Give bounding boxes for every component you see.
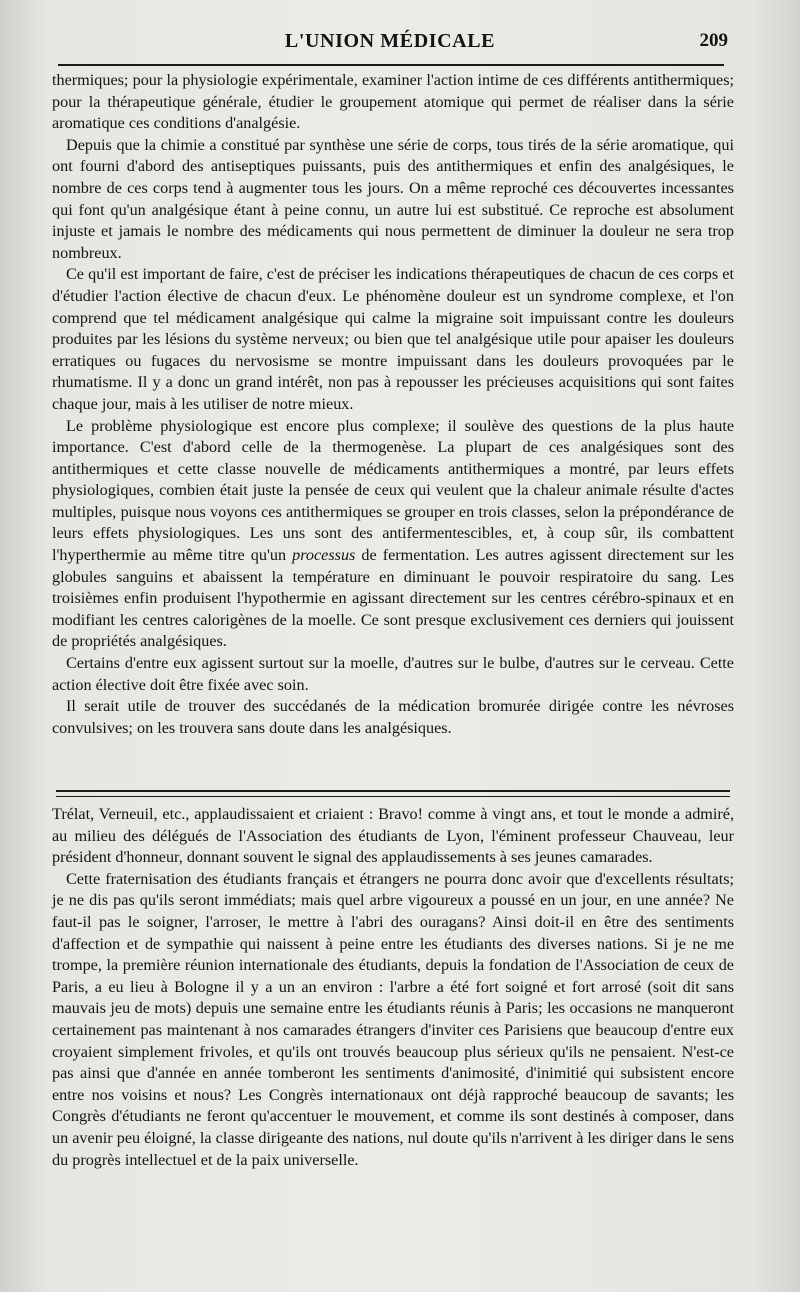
section-separator-rule bbox=[56, 790, 730, 797]
paragraph: Certains d'entre eux agissent surtout sur la moelle, d'autres sur le bulbe, d'autres sur le cerveau. Cette action élective doit être fixée avec soin. bbox=[52, 654, 734, 694]
paragraph-text: de fermentation. Les autres agissent directement sur les globules sanguins et abaissent la température en diminuant le pouvoir respiratoire du sang. Les troisièmes enfin produisent l'hypothermie en agissant directement sur les centres cérébro-spinaux et en modifiant les centres calorigènes de la moelle. Ce sont presque exclusivement ces derniers qui jouissent de propriétés analgésiques. bbox=[52, 546, 735, 651]
paragraph: Cette fraternisation des étudiants français et étrangers ne pourra donc avoir que d'excellents résultats; je ne dis pas qu'ils seront immédiats; mais quel arbre vigoureux a poussé en un jour, en une année? Ne faut-il pas le soigner, l'arroser, le mettre à l'abri des ouragans? Ainsi doit-il en être des sentiments d'affection et de sympathie qui naissent à peine entre les étudiants des diverses nations. Si je ne me trompe, la première réunion internationale des étudiants, depuis la fondation de l'Association de ceux de Paris, a eu lieu à Bologne il y a un an environ : l'arbre a été fort soigné et fort arrosé (soit dit sans mauvais jeu de mots) depuis une semaine entre les étudiants réunis à Paris; les occasions ne manqueront certainement pas maintenant à nos camarades étrangers d'inviter ces Parisiens que beaucoup d'entre eux croyaient simplement frivoles, et qu'ils ont trouvés beaucoup plus sérieux qu'ils ne pensaient. N'est-ce pas ainsi que d'année en année tomberont les sentiments d'animosité, d'inimitié qui subsistent encore entre nos voisins et nous? Les Congrès internationaux ont déjà rapproché beaucoup de savants; les Congrès d'étudiants ne feront qu'accentuer le mouvement, et comme ils sont destinés à composer, dans un avenir peu éloigné, la classe dirigeante des nations, nul doute qu'ils n'arrivent à les diriger dans le sens du progrès intellectuel et de la paix universelle. bbox=[52, 869, 734, 1169]
paragraph: Trélat, Verneuil, etc., applaudissaient et criaient : Bravo! comme à vingt ans, et tout le monde a admiré, au milieu des délégués de l'Association des étudiants de Lyon, l'éminent professeur Chauveau, leur président d'honneur, donnant souvent le signal des applaudissements à ses jeunes camarades. bbox=[52, 805, 734, 867]
page-header bbox=[52, 26, 728, 60]
paragraph: Il serait utile de trouver des succédanés de la médication bromurée dirigée contre les névroses convulsives; on les trouvera sans doute dans les analgésiques. bbox=[52, 697, 734, 737]
page-number: 209 bbox=[699, 30, 728, 51]
paragraph-text: Le problème physiologique est encore plus complexe; il soulève des questions de la plus haute importance. C'est d'abord celle de la thermogenèse. La plupart de ces analgésiques sont des antithermiques et cette classe nouvelle de médicaments antithermiques a montré, par leurs effets physiologiques, combien était juste la pensée de ceux qui veulent que la chaleur animale résulte d'actes multiples, puisque nous voyons ces antithermiques se grouper en trois classes, selon la prépondérance de leurs effets physiologiques. Les uns sont des antifermentescibles, et, à coup sûr, ils combattent l'hyperthermie au même titre qu'un bbox=[52, 416, 734, 565]
italic-term: processus bbox=[292, 546, 356, 565]
running-title: L'UNION MÉDICALE bbox=[284, 30, 496, 52]
header-rule bbox=[58, 64, 724, 66]
article-body-continuation bbox=[52, 70, 734, 739]
paragraph: Ce qu'il est important de faire, c'est de préciser les indications thérapeutiques de chacun de ces corps et d'étudier l'action élective de chacun d'eux. Le phénomène douleur est un syndrome complexe, et l'on comprend que tel médicament analgésique qui calme la migraine soit impuissant contre les douleurs produites par les lésions du système nerveux; ou bien que tel analgésique utile pour apaiser les douleurs erratiques ou fugaces du nervosisme se montre impuissant dans les douleurs provoquées par le rhumatisme. Il y a donc un grand intérêt, non pas à repousser les précieuses acquisitions qui sont faites chaque jour, mais à les utiliser de notre mieux. bbox=[52, 265, 734, 413]
feuilleton-text bbox=[52, 804, 734, 1171]
paragraph: Depuis que la chimie a constitué par synthèse une série de corps, tous tirés de la série aromatique, qui ont fourni d'abord des antiseptiques puissants, puis des antithermiques et enfin des analgésiques, le nombre de ces corps tend à augmenter tous les jours. On a même reproché ces découvertes incessantes qui font qu'un analgésique étant à peine connu, un autre lui est substitué. Ce reproche est absolument injuste et jamais le nombre des médicaments qui nous permettent de diminuer la douleur ne sera trop nombreux. bbox=[52, 135, 734, 262]
paragraph: thermiques; pour la physiologie expérimentale, examiner l'action intime de ces différents antithermiques; pour la thérapeutique générale, étudier le groupement atomique qui permet de réaliser dans la série aromatique ces conditions d'analgésie. bbox=[52, 71, 734, 133]
paragraph bbox=[52, 416, 734, 654]
